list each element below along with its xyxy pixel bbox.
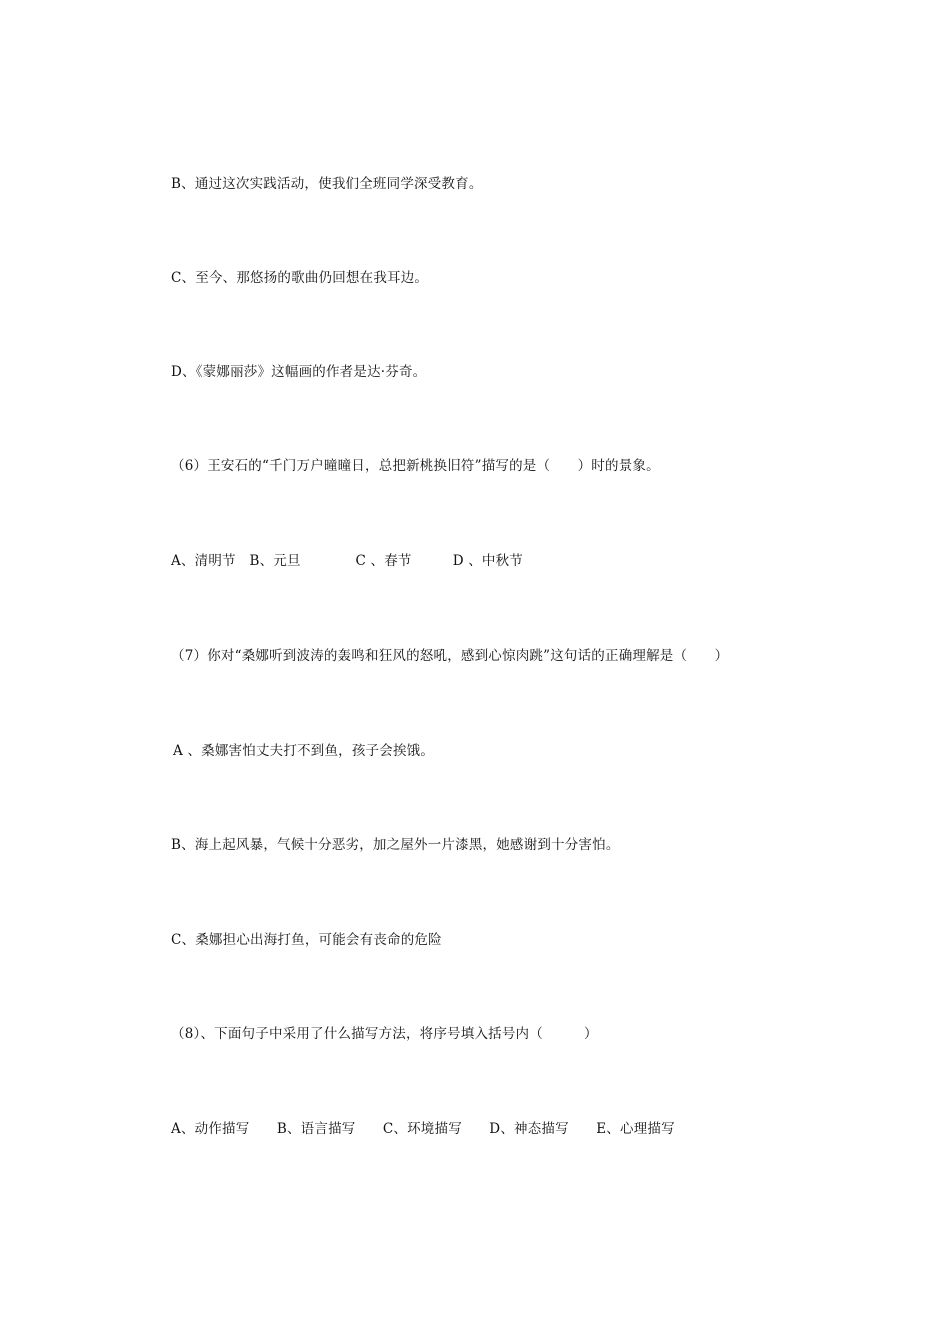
question-7-option-b: B、海上起风暴，气候十分恶劣，加之屋外一片漆黑，她感谢到十分害怕。 <box>171 837 620 853</box>
option-b-text: B、通过这次实践活动，使我们全班同学深受教育。 <box>171 176 483 192</box>
question-7: （7）你对“桑娜听到波涛的轰鸣和狂风的怒吼，感到心惊肉跳”这句话的正确理解是（ ） <box>171 648 729 664</box>
option-c-text: C、至今、那悠扬的歌曲仍回想在我耳边。 <box>171 270 429 286</box>
question-6: （6）王安石的“千门万户曈曈日，总把新桃换旧符”描写的是（ ）时的景象。 <box>171 458 660 474</box>
question-7-option-c: C、桑娜担心出海打鱼，可能会有丧命的危险 <box>171 932 442 948</box>
question-6-options: A、清明节 B、元旦 C 、春节 D 、中秋节 <box>171 553 524 569</box>
option-d-text: D、《蒙娜丽莎》这幅画的作者是达·芬奇。 <box>171 364 427 380</box>
question-8: （8）、下面句子中采用了什么描写方法，将序号填入括号内（ ） <box>171 1026 598 1042</box>
question-7-option-a: A 、桑娜害怕丈夫打不到鱼，孩子会挨饿。 <box>173 743 435 759</box>
question-8-options: A、动作描写 B、语言描写 C、环境描写 D、神态描写 E、心理描写 <box>171 1121 675 1137</box>
